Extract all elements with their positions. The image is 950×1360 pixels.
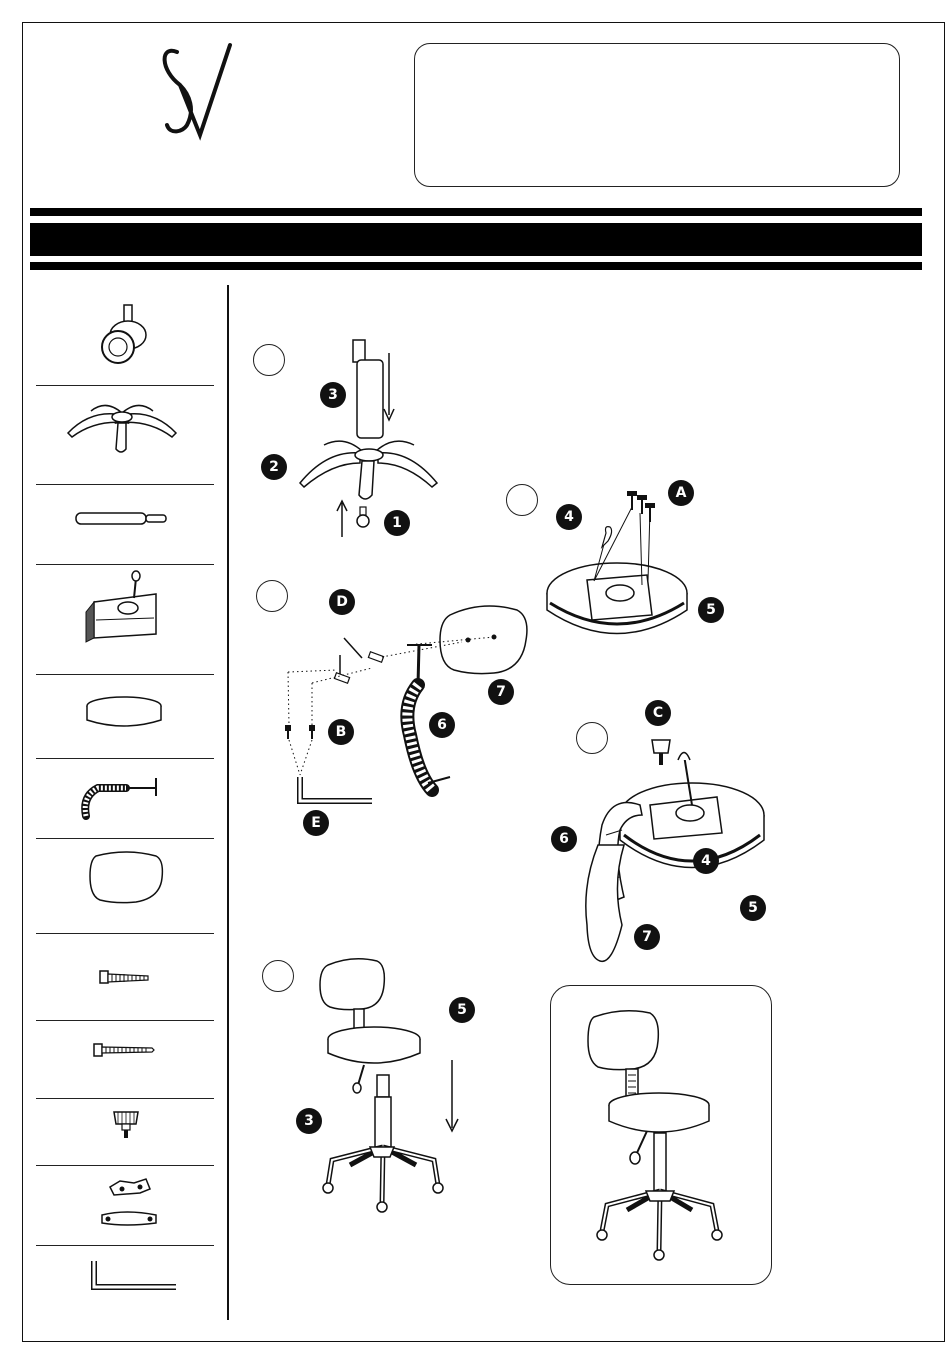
part-backrest xyxy=(36,842,214,932)
label-5: 5 xyxy=(740,895,766,921)
label-5: 5 xyxy=(698,597,724,623)
part-screw-b xyxy=(36,1024,214,1098)
label-7: 7 xyxy=(634,924,660,950)
part-caster xyxy=(36,295,214,385)
header-band-bottom xyxy=(30,262,922,270)
caster-icon xyxy=(36,295,214,385)
part-gas-lift xyxy=(36,488,214,562)
label-1: 1 xyxy=(384,510,410,536)
label-b: B xyxy=(328,719,354,745)
label-d: D xyxy=(329,589,355,615)
step4-illustration xyxy=(586,740,764,961)
parts-list xyxy=(36,285,214,1320)
part-divider xyxy=(36,674,214,675)
label-5: 5 xyxy=(449,997,475,1023)
part-knob xyxy=(36,1102,214,1164)
label-3: 3 xyxy=(320,382,346,408)
part-divider xyxy=(36,758,214,759)
info-box xyxy=(414,43,900,187)
header-band-top xyxy=(30,208,922,216)
label-6: 6 xyxy=(551,826,577,852)
part-divider xyxy=(36,484,214,485)
allen-key-icon xyxy=(36,1249,214,1319)
gas-lift-icon xyxy=(36,488,214,562)
seat-cushion-icon xyxy=(36,678,214,756)
seat-mechanism-icon xyxy=(36,568,214,672)
label-4: 4 xyxy=(556,504,582,530)
step-circle-3 xyxy=(256,580,288,612)
label-c: C xyxy=(645,700,671,726)
assembly-diagram xyxy=(232,285,922,1325)
final-product-frame xyxy=(550,985,772,1285)
part-divider xyxy=(36,838,214,839)
screw-b-icon xyxy=(36,1024,214,1098)
part-seat xyxy=(36,678,214,756)
label-6: 6 xyxy=(429,712,455,738)
part-base xyxy=(36,389,214,481)
part-mechanism xyxy=(36,568,214,672)
screw-a-icon xyxy=(36,937,214,1019)
step-circle-2 xyxy=(506,484,538,516)
part-backrest-bar xyxy=(36,762,214,836)
part-screw-a xyxy=(36,937,214,1019)
label-4: 4 xyxy=(693,848,719,874)
part-divider xyxy=(36,1165,214,1166)
part-divider xyxy=(36,1020,214,1021)
part-divider xyxy=(36,933,214,934)
knob-icon xyxy=(36,1102,214,1164)
label-7: 7 xyxy=(488,679,514,705)
step3-illustration xyxy=(285,606,527,801)
column-divider xyxy=(227,285,229,1320)
step-circle-5 xyxy=(262,960,294,992)
step-circle-4 xyxy=(576,722,608,754)
part-bracket xyxy=(36,1169,214,1245)
label-3: 3 xyxy=(296,1108,322,1134)
bracket-icon xyxy=(36,1169,214,1245)
part-divider xyxy=(36,1245,214,1246)
logo-icon xyxy=(155,40,250,145)
star-base-icon xyxy=(36,389,214,481)
part-divider xyxy=(36,1098,214,1099)
label-e: E xyxy=(303,810,329,836)
part-divider xyxy=(36,385,214,386)
step1-illustration xyxy=(300,340,437,537)
part-divider xyxy=(36,564,214,565)
step5-illustration xyxy=(320,959,458,1212)
backrest-icon xyxy=(36,842,214,932)
part-allen-key xyxy=(36,1249,214,1319)
header-band-main xyxy=(30,223,922,256)
step-circle-1 xyxy=(253,344,285,376)
label-2: 2 xyxy=(261,454,287,480)
backrest-bar-icon xyxy=(36,762,214,836)
label-a: A xyxy=(668,480,694,506)
